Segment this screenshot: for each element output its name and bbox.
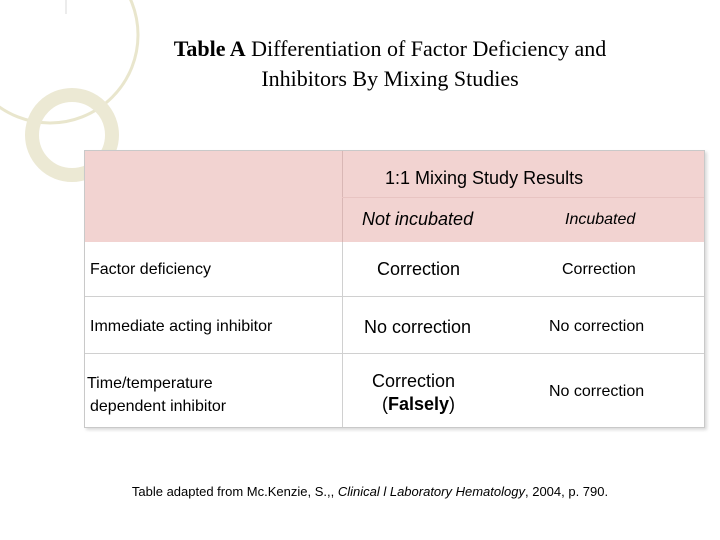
- body-divider-vertical: [342, 242, 343, 427]
- title-label: Table A: [173, 36, 246, 61]
- title-line1: Differentiation of Factor Deficiency and: [251, 36, 607, 61]
- mixing-study-table: [84, 150, 705, 428]
- row-label-line: Time/temperature: [87, 375, 213, 392]
- table-header-band: [85, 151, 704, 242]
- cell-not-incubated: No correction: [364, 317, 472, 337]
- caption-suffix: , 2004, p. 790.: [524, 484, 609, 499]
- paren-open: (: [382, 394, 388, 414]
- title-line2: Inhibitors By Mixing Studies: [261, 66, 519, 91]
- cell-not-incubated: [372, 370, 455, 416]
- cell-not-incubated: Correction: [377, 259, 461, 279]
- group-header: 1:1 Mixing Study Results: [385, 168, 584, 188]
- col-header-not-incubated: Not incubated: [362, 209, 474, 229]
- row-label-line: dependent inhibitor: [90, 398, 227, 415]
- cell-incubated: No correction: [549, 383, 645, 400]
- cell-incubated: Correction: [562, 261, 636, 278]
- page-title: [95, 34, 685, 94]
- cell-line: Correction: [372, 371, 456, 391]
- header-divider-horizontal: [342, 197, 704, 198]
- row-divider: [85, 353, 704, 354]
- paren-close: ): [449, 394, 456, 414]
- row-label-immediate-inhibitor: Immediate acting inhibitor: [90, 318, 273, 335]
- falsely-emphasis: Falsely: [388, 394, 450, 414]
- caption-prefix: Table adapted from Mc.Kenzie, S.,,: [131, 484, 338, 499]
- col-header-incubated: Incubated: [565, 211, 636, 228]
- row-label-factor-deficiency: Factor deficiency: [90, 261, 211, 278]
- source-caption: [60, 484, 680, 499]
- row-divider: [85, 296, 704, 297]
- caption-italic-title: Clinical l Laboratory Hematology: [337, 484, 525, 499]
- cell-incubated: No correction: [549, 318, 645, 335]
- row-label-time-temperature: [87, 372, 226, 418]
